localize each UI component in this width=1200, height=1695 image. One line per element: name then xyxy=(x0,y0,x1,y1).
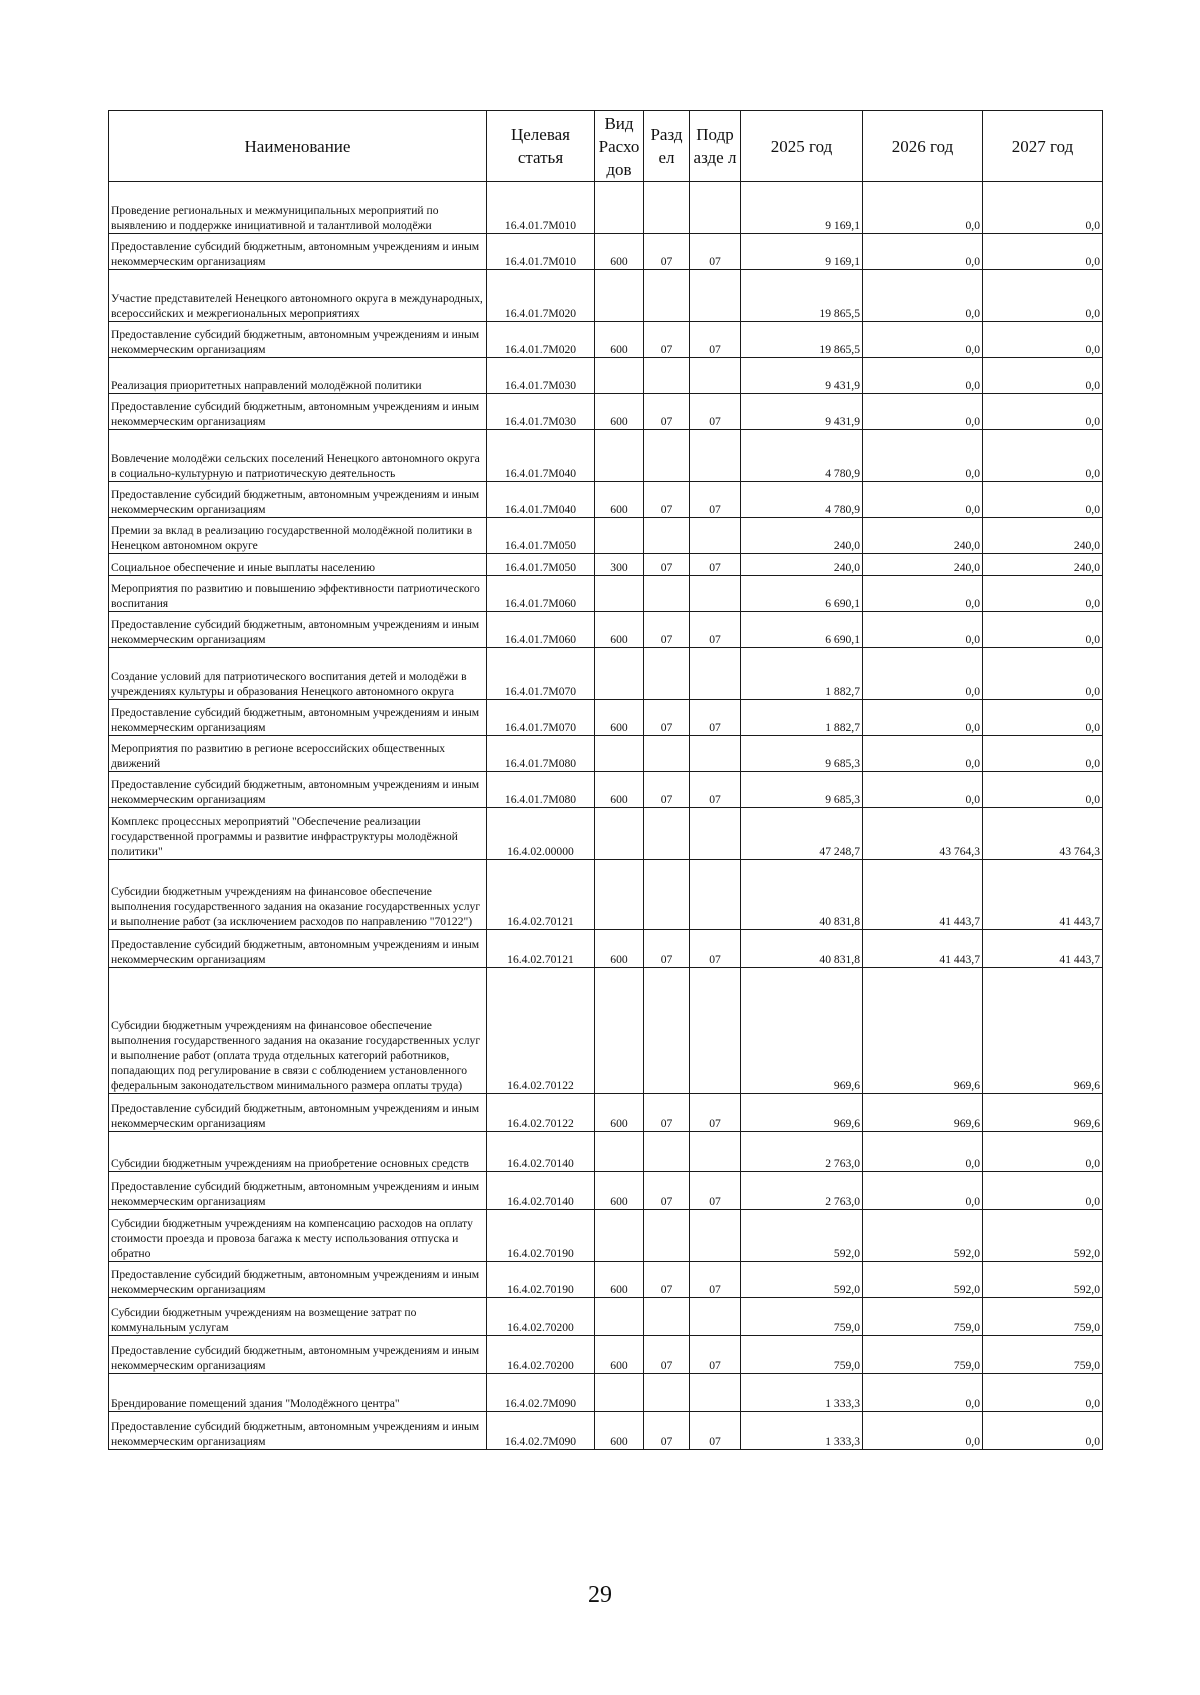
row-razdel-cell xyxy=(644,518,690,554)
row-podrazdel-cell xyxy=(690,1132,741,1172)
row-2025-cell: 2 763,0 xyxy=(741,1132,863,1172)
row-2025-cell: 240,0 xyxy=(741,518,863,554)
row-2027-cell: 240,0 xyxy=(983,518,1103,554)
row-2026-cell: 0,0 xyxy=(863,700,983,736)
row-2025-cell: 4 780,9 xyxy=(741,430,863,482)
row-razdel-cell xyxy=(644,358,690,394)
row-razdel-cell: 07 xyxy=(644,930,690,968)
row-code-cell: 16.4.01.7М070 xyxy=(487,700,595,736)
row-vid-cell xyxy=(595,860,644,930)
row-podrazdel-cell xyxy=(690,808,741,860)
row-2027-cell: 0,0 xyxy=(983,270,1103,322)
row-name-cell: Премии за вклад в реализацию государственной молодёжной политики в Ненецком автономном округе xyxy=(109,518,487,554)
row-2026-cell: 240,0 xyxy=(863,554,983,576)
row-2026-cell: 759,0 xyxy=(863,1336,983,1374)
row-name-cell: Субсидии бюджетным учреждениям на приобретение основных средств xyxy=(109,1132,487,1172)
row-name-cell: Предоставление субсидий бюджетным, автономным учреждениям и иным некоммерческим организациям xyxy=(109,234,487,270)
row-2027-cell: 592,0 xyxy=(983,1210,1103,1262)
row-2027-cell: 0,0 xyxy=(983,1172,1103,1210)
row-code-cell: 16.4.02.70140 xyxy=(487,1132,595,1172)
row-podrazdel-cell xyxy=(690,358,741,394)
row-podrazdel-cell: 07 xyxy=(690,234,741,270)
row-2027-cell: 0,0 xyxy=(983,612,1103,648)
row-2026-cell: 0,0 xyxy=(863,772,983,808)
row-razdel-cell: 07 xyxy=(644,394,690,430)
row-name-cell: Предоставление субсидий бюджетным, автономным учреждениям и иным некоммерческим организациям xyxy=(109,700,487,736)
row-podrazdel-cell: 07 xyxy=(690,554,741,576)
row-code-cell: 16.4.01.7М020 xyxy=(487,270,595,322)
row-2025-cell: 6 690,1 xyxy=(741,612,863,648)
row-vid-cell: 600 xyxy=(595,1336,644,1374)
row-podrazdel-cell xyxy=(690,270,741,322)
row-podrazdel-cell: 07 xyxy=(690,1262,741,1298)
row-name-cell: Предоставление субсидий бюджетным, автономным учреждениям и иным некоммерческим организациям xyxy=(109,1094,487,1132)
row-razdel-cell xyxy=(644,1374,690,1412)
header-cell-podrazdel: Подр азде л xyxy=(690,111,741,182)
table-row xyxy=(109,576,1103,612)
row-podrazdel-cell: 07 xyxy=(690,930,741,968)
row-name-cell: Вовлечение молодёжи сельских поселений Ненецкого автономного округа в социально-культурную и патриотическую деятельность xyxy=(109,430,487,482)
row-vid-cell: 300 xyxy=(595,554,644,576)
row-2027-cell: 0,0 xyxy=(983,772,1103,808)
row-podrazdel-cell: 07 xyxy=(690,482,741,518)
row-razdel-cell: 07 xyxy=(644,1094,690,1132)
row-podrazdel-cell: 07 xyxy=(690,394,741,430)
table-row xyxy=(109,772,1103,808)
table-row xyxy=(109,482,1103,518)
row-2025-cell: 4 780,9 xyxy=(741,482,863,518)
row-2027-cell: 43 764,3 xyxy=(983,808,1103,860)
table-row xyxy=(109,968,1103,1094)
row-vid-cell xyxy=(595,736,644,772)
row-2026-cell: 0,0 xyxy=(863,182,983,234)
row-name-cell: Участие представителей Ненецкого автономного округа в международных, всероссийских и межрегиональных мероприятиях xyxy=(109,270,487,322)
row-podrazdel-cell xyxy=(690,736,741,772)
row-name-cell: Предоставление субсидий бюджетным, автономным учреждениям и иным некоммерческим организациям xyxy=(109,1336,487,1374)
row-name-cell: Предоставление субсидий бюджетным, автономным учреждениям и иным некоммерческим организациям xyxy=(109,1172,487,1210)
row-podrazdel-cell xyxy=(690,1374,741,1412)
row-razdel-cell: 07 xyxy=(644,1412,690,1450)
row-2026-cell: 0,0 xyxy=(863,648,983,700)
row-name-cell: Предоставление субсидий бюджетным, автономным учреждениям и иным некоммерческим организациям xyxy=(109,394,487,430)
row-code-cell: 16.4.01.7М010 xyxy=(487,234,595,270)
row-vid-cell xyxy=(595,1210,644,1262)
row-vid-cell: 600 xyxy=(595,394,644,430)
row-2027-cell: 0,0 xyxy=(983,234,1103,270)
row-code-cell: 16.4.01.7М040 xyxy=(487,430,595,482)
table-row xyxy=(109,1298,1103,1336)
row-vid-cell xyxy=(595,1132,644,1172)
row-2026-cell: 759,0 xyxy=(863,1298,983,1336)
row-2025-cell: 969,6 xyxy=(741,1094,863,1132)
row-2026-cell: 240,0 xyxy=(863,518,983,554)
row-code-cell: 16.4.01.7М060 xyxy=(487,612,595,648)
row-name-cell: Субсидии бюджетным учреждениям на компенсацию расходов на оплату стоимости проезда и провоза багажа к месту использования отпуска и обратно xyxy=(109,1210,487,1262)
row-2026-cell: 0,0 xyxy=(863,612,983,648)
row-2027-cell: 759,0 xyxy=(983,1336,1103,1374)
row-2027-cell: 0,0 xyxy=(983,358,1103,394)
row-2027-cell: 0,0 xyxy=(983,322,1103,358)
row-podrazdel-cell: 07 xyxy=(690,700,741,736)
table-row xyxy=(109,736,1103,772)
row-2025-cell: 40 831,8 xyxy=(741,860,863,930)
row-podrazdel-cell xyxy=(690,1298,741,1336)
row-2025-cell: 240,0 xyxy=(741,554,863,576)
row-2025-cell: 759,0 xyxy=(741,1298,863,1336)
row-2025-cell: 9 431,9 xyxy=(741,394,863,430)
row-vid-cell xyxy=(595,1374,644,1412)
row-2026-cell: 0,0 xyxy=(863,430,983,482)
row-code-cell: 16.4.02.70122 xyxy=(487,1094,595,1132)
row-2026-cell: 0,0 xyxy=(863,1172,983,1210)
row-2025-cell: 40 831,8 xyxy=(741,930,863,968)
table-row xyxy=(109,182,1103,234)
row-name-cell: Предоставление субсидий бюджетным, автономным учреждениям и иным некоммерческим организациям xyxy=(109,482,487,518)
row-razdel-cell: 07 xyxy=(644,772,690,808)
row-2026-cell: 0,0 xyxy=(863,322,983,358)
table-row xyxy=(109,930,1103,968)
header-cell-2027: 2027 год xyxy=(983,111,1103,182)
row-2025-cell: 592,0 xyxy=(741,1262,863,1298)
row-vid-cell: 600 xyxy=(595,930,644,968)
table-row xyxy=(109,394,1103,430)
row-vid-cell xyxy=(595,430,644,482)
row-name-cell: Проведение региональных и межмуниципальных мероприятий по выявлению и поддержке инициативной и талантливой молодёжи xyxy=(109,182,487,234)
row-2025-cell: 1 882,7 xyxy=(741,700,863,736)
table-row xyxy=(109,648,1103,700)
row-2027-cell: 0,0 xyxy=(983,1412,1103,1450)
row-code-cell: 16.4.01.7М050 xyxy=(487,518,595,554)
row-name-cell: Предоставление субсидий бюджетным, автономным учреждениям и иным некоммерческим организациям xyxy=(109,322,487,358)
row-code-cell: 16.4.01.7М060 xyxy=(487,576,595,612)
row-podrazdel-cell: 07 xyxy=(690,1172,741,1210)
row-vid-cell: 600 xyxy=(595,1412,644,1450)
row-2025-cell: 1 882,7 xyxy=(741,648,863,700)
row-razdel-cell xyxy=(644,808,690,860)
row-2027-cell: 0,0 xyxy=(983,736,1103,772)
row-name-cell: Создание условий для патриотического воспитания детей и молодёжи в учреждениях культуры и образования Ненецкого автономного округа xyxy=(109,648,487,700)
row-code-cell: 16.4.02.70140 xyxy=(487,1172,595,1210)
row-2026-cell: 0,0 xyxy=(863,234,983,270)
row-name-cell: Предоставление субсидий бюджетным, автономным учреждениям и иным некоммерческим организациям xyxy=(109,1412,487,1450)
row-razdel-cell xyxy=(644,270,690,322)
row-razdel-cell xyxy=(644,182,690,234)
row-razdel-cell: 07 xyxy=(644,1172,690,1210)
row-2026-cell: 0,0 xyxy=(863,358,983,394)
row-razdel-cell xyxy=(644,1298,690,1336)
row-name-cell: Предоставление субсидий бюджетным, автономным учреждениям и иным некоммерческим организациям xyxy=(109,772,487,808)
row-vid-cell xyxy=(595,1298,644,1336)
row-2026-cell: 0,0 xyxy=(863,394,983,430)
row-2026-cell: 0,0 xyxy=(863,482,983,518)
row-2026-cell: 969,6 xyxy=(863,1094,983,1132)
row-code-cell: 16.4.02.70190 xyxy=(487,1262,595,1298)
table-row xyxy=(109,270,1103,322)
table-row xyxy=(109,1262,1103,1298)
row-name-cell: Брендирование помещений здания "Молодёжного центра" xyxy=(109,1374,487,1412)
row-vid-cell: 600 xyxy=(595,234,644,270)
row-2027-cell: 0,0 xyxy=(983,394,1103,430)
row-podrazdel-cell xyxy=(690,648,741,700)
row-2026-cell: 43 764,3 xyxy=(863,808,983,860)
table-row xyxy=(109,1210,1103,1262)
row-code-cell: 16.4.02.70121 xyxy=(487,860,595,930)
row-vid-cell xyxy=(595,358,644,394)
row-2027-cell: 0,0 xyxy=(983,648,1103,700)
row-2025-cell: 2 763,0 xyxy=(741,1172,863,1210)
table-row xyxy=(109,1412,1103,1450)
header-cell-2025: 2025 год xyxy=(741,111,863,182)
row-2026-cell: 41 443,7 xyxy=(863,930,983,968)
row-2025-cell: 6 690,1 xyxy=(741,576,863,612)
header-cell-code: Целевая статья xyxy=(487,111,595,182)
row-code-cell: 16.4.01.7М020 xyxy=(487,322,595,358)
table-row xyxy=(109,554,1103,576)
row-vid-cell xyxy=(595,808,644,860)
row-code-cell: 16.4.01.7М050 xyxy=(487,554,595,576)
row-2027-cell: 0,0 xyxy=(983,576,1103,612)
row-2027-cell: 969,6 xyxy=(983,968,1103,1094)
row-podrazdel-cell: 07 xyxy=(690,772,741,808)
row-code-cell: 16.4.01.7М070 xyxy=(487,648,595,700)
row-vid-cell xyxy=(595,182,644,234)
row-2026-cell: 592,0 xyxy=(863,1262,983,1298)
row-2027-cell: 0,0 xyxy=(983,182,1103,234)
row-podrazdel-cell xyxy=(690,430,741,482)
row-vid-cell xyxy=(595,270,644,322)
row-code-cell: 16.4.02.70121 xyxy=(487,930,595,968)
row-code-cell: 16.4.01.7М030 xyxy=(487,358,595,394)
table-row xyxy=(109,358,1103,394)
row-razdel-cell xyxy=(644,736,690,772)
row-name-cell: Субсидии бюджетным учреждениям на финансовое обеспечение выполнения государственного задания на оказание государственных услуг и выполнение работ (оплата труда отдельных категорий работников, попадающих под регулирование в связи с соблюдением установленного федеральным законодательством минимального размера оплаты труда) xyxy=(109,968,487,1094)
row-2027-cell: 0,0 xyxy=(983,700,1103,736)
row-2025-cell: 9 685,3 xyxy=(741,736,863,772)
row-podrazdel-cell xyxy=(690,518,741,554)
row-2027-cell: 0,0 xyxy=(983,482,1103,518)
row-vid-cell: 600 xyxy=(595,700,644,736)
row-code-cell: 16.4.02.00000 xyxy=(487,808,595,860)
row-podrazdel-cell xyxy=(690,576,741,612)
row-2025-cell: 969,6 xyxy=(741,968,863,1094)
row-podrazdel-cell: 07 xyxy=(690,322,741,358)
row-vid-cell: 600 xyxy=(595,1262,644,1298)
row-razdel-cell xyxy=(644,1210,690,1262)
row-vid-cell: 600 xyxy=(595,322,644,358)
row-2025-cell: 1 333,3 xyxy=(741,1374,863,1412)
row-2027-cell: 969,6 xyxy=(983,1094,1103,1132)
table-row xyxy=(109,518,1103,554)
table-row xyxy=(109,612,1103,648)
row-code-cell: 16.4.02.70200 xyxy=(487,1298,595,1336)
table-row xyxy=(109,860,1103,930)
row-2025-cell: 759,0 xyxy=(741,1336,863,1374)
row-razdel-cell: 07 xyxy=(644,700,690,736)
row-name-cell: Субсидии бюджетным учреждениям на финансовое обеспечение выполнения государственного задания на оказание государственных услуг и выполнение работ (за исключением расходов по направлению "70122") xyxy=(109,860,487,930)
row-podrazdel-cell xyxy=(690,968,741,1094)
table-row xyxy=(109,1094,1103,1132)
row-code-cell: 16.4.01.7М010 xyxy=(487,182,595,234)
row-2026-cell: 0,0 xyxy=(863,1412,983,1450)
row-razdel-cell xyxy=(644,968,690,1094)
header-cell-2026: 2026 год xyxy=(863,111,983,182)
row-2025-cell: 9 169,1 xyxy=(741,182,863,234)
row-2025-cell: 47 248,7 xyxy=(741,808,863,860)
row-vid-cell xyxy=(595,576,644,612)
row-2027-cell: 41 443,7 xyxy=(983,930,1103,968)
table-row xyxy=(109,322,1103,358)
row-vid-cell: 600 xyxy=(595,772,644,808)
row-razdel-cell xyxy=(644,1132,690,1172)
row-razdel-cell: 07 xyxy=(644,1336,690,1374)
row-code-cell: 16.4.02.70200 xyxy=(487,1336,595,1374)
row-code-cell: 16.4.01.7М030 xyxy=(487,394,595,430)
row-podrazdel-cell xyxy=(690,1210,741,1262)
row-2025-cell: 1 333,3 xyxy=(741,1412,863,1450)
table-row xyxy=(109,700,1103,736)
row-name-cell: Предоставление субсидий бюджетным, автономным учреждениям и иным некоммерческим организациям xyxy=(109,612,487,648)
row-name-cell: Комплекс процессных мероприятий "Обеспечение реализации государственной программы и развитие инфраструктуры молодёжной политики" xyxy=(109,808,487,860)
row-razdel-cell: 07 xyxy=(644,322,690,358)
row-2026-cell: 0,0 xyxy=(863,1374,983,1412)
row-vid-cell: 600 xyxy=(595,1094,644,1132)
header-cell-razdel: Разд ел xyxy=(644,111,690,182)
row-2027-cell: 592,0 xyxy=(983,1262,1103,1298)
row-code-cell: 16.4.01.7М080 xyxy=(487,736,595,772)
row-vid-cell xyxy=(595,518,644,554)
row-vid-cell: 600 xyxy=(595,482,644,518)
row-2026-cell: 969,6 xyxy=(863,968,983,1094)
row-2027-cell: 759,0 xyxy=(983,1298,1103,1336)
row-podrazdel-cell xyxy=(690,860,741,930)
table-row xyxy=(109,1374,1103,1412)
row-name-cell: Мероприятия по развитию и повышению эффективности патриотического воспитания xyxy=(109,576,487,612)
row-vid-cell xyxy=(595,968,644,1094)
row-code-cell: 16.4.02.70190 xyxy=(487,1210,595,1262)
row-name-cell: Социальное обеспечение и иные выплаты населению xyxy=(109,554,487,576)
row-razdel-cell: 07 xyxy=(644,554,690,576)
table-header-row xyxy=(109,111,1103,182)
row-2026-cell: 0,0 xyxy=(863,270,983,322)
budget-table xyxy=(108,110,1103,1450)
row-code-cell: 16.4.02.7М090 xyxy=(487,1374,595,1412)
row-2027-cell: 0,0 xyxy=(983,430,1103,482)
row-podrazdel-cell: 07 xyxy=(690,1094,741,1132)
row-razdel-cell: 07 xyxy=(644,234,690,270)
row-razdel-cell: 07 xyxy=(644,1262,690,1298)
row-code-cell: 16.4.02.70122 xyxy=(487,968,595,1094)
table-body xyxy=(109,182,1103,1450)
row-2027-cell: 41 443,7 xyxy=(983,860,1103,930)
row-vid-cell: 600 xyxy=(595,1172,644,1210)
table-row xyxy=(109,1172,1103,1210)
row-code-cell: 16.4.01.7М040 xyxy=(487,482,595,518)
table-row xyxy=(109,808,1103,860)
row-razdel-cell xyxy=(644,430,690,482)
row-razdel-cell: 07 xyxy=(644,482,690,518)
row-2025-cell: 9 431,9 xyxy=(741,358,863,394)
row-2026-cell: 0,0 xyxy=(863,576,983,612)
row-2026-cell: 0,0 xyxy=(863,1132,983,1172)
row-razdel-cell xyxy=(644,860,690,930)
row-2027-cell: 0,0 xyxy=(983,1374,1103,1412)
row-2025-cell: 19 865,5 xyxy=(741,322,863,358)
row-razdel-cell: 07 xyxy=(644,612,690,648)
table-row xyxy=(109,234,1103,270)
row-podrazdel-cell: 07 xyxy=(690,1412,741,1450)
table-row xyxy=(109,430,1103,482)
row-2025-cell: 19 865,5 xyxy=(741,270,863,322)
row-2025-cell: 9 169,1 xyxy=(741,234,863,270)
row-code-cell: 16.4.01.7М080 xyxy=(487,772,595,808)
row-vid-cell xyxy=(595,648,644,700)
row-podrazdel-cell: 07 xyxy=(690,612,741,648)
row-2027-cell: 0,0 xyxy=(983,1132,1103,1172)
row-2027-cell: 240,0 xyxy=(983,554,1103,576)
row-razdel-cell xyxy=(644,576,690,612)
row-name-cell: Мероприятия по развитию в регионе всероссийских общественных движений xyxy=(109,736,487,772)
table-row xyxy=(109,1336,1103,1374)
row-podrazdel-cell: 07 xyxy=(690,1336,741,1374)
row-code-cell: 16.4.02.7М090 xyxy=(487,1412,595,1450)
row-vid-cell: 600 xyxy=(595,612,644,648)
row-2026-cell: 592,0 xyxy=(863,1210,983,1262)
row-name-cell: Предоставление субсидий бюджетным, автономным учреждениям и иным некоммерческим организациям xyxy=(109,930,487,968)
row-name-cell: Реализация приоритетных направлений молодёжной политики xyxy=(109,358,487,394)
header-cell-vid: Вид Расхо дов xyxy=(595,111,644,182)
row-name-cell: Субсидии бюджетным учреждениям на возмещение затрат по коммунальным услугам xyxy=(109,1298,487,1336)
row-2025-cell: 592,0 xyxy=(741,1210,863,1262)
row-2025-cell: 9 685,3 xyxy=(741,772,863,808)
row-2026-cell: 0,0 xyxy=(863,736,983,772)
row-2026-cell: 41 443,7 xyxy=(863,860,983,930)
page-number: 29 xyxy=(588,1582,612,1608)
row-razdel-cell xyxy=(644,648,690,700)
table-row xyxy=(109,1132,1103,1172)
header-cell-name: Наименование xyxy=(109,111,487,182)
row-podrazdel-cell xyxy=(690,182,741,234)
row-name-cell: Предоставление субсидий бюджетным, автономным учреждениям и иным некоммерческим организациям xyxy=(109,1262,487,1298)
